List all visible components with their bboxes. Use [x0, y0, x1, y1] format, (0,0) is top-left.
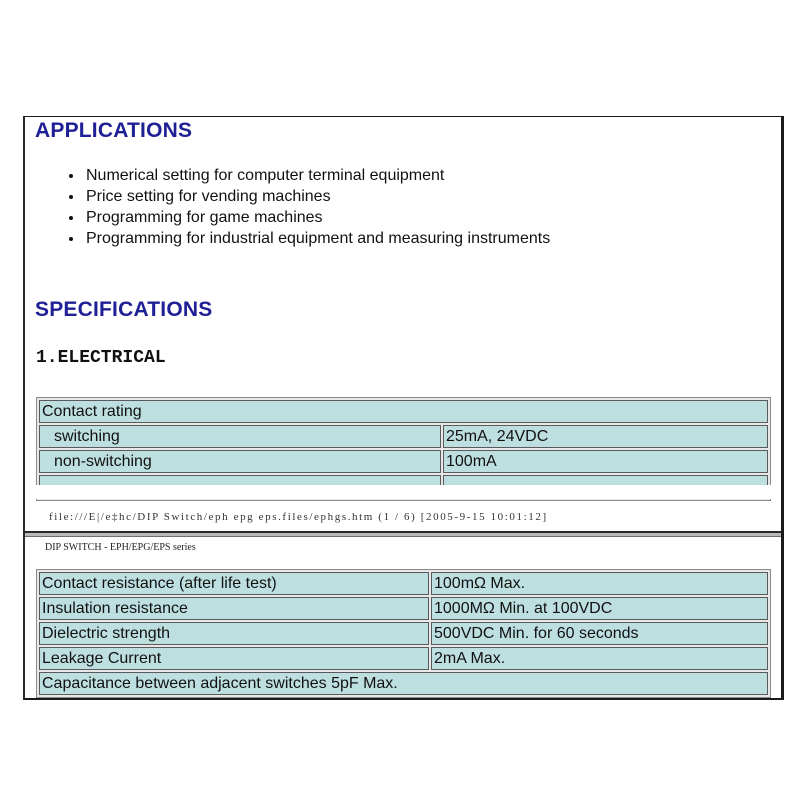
table-row — [39, 425, 768, 448]
table-cell: 1000MΩ Min. at 100VDC — [431, 597, 768, 620]
page-2 — [25, 537, 781, 700]
table-cell: Insulation resistance — [39, 597, 429, 620]
applications-list — [25, 165, 550, 249]
document-frame — [23, 116, 784, 700]
table-cell: Leakage Current — [39, 647, 429, 670]
table-row — [39, 672, 768, 695]
table-cell: 25mA, 24VDC — [443, 425, 768, 448]
table-row — [39, 400, 768, 423]
table-cell: Capacitance between adjacent switches 5pF Max. — [39, 672, 768, 695]
table-cell: Contact resistance (after life test) — [39, 572, 429, 595]
list-item: • Programming for industrial equipment and measuring instruments — [84, 228, 550, 249]
electrical-subheading: 1.ELECTRICAL — [36, 348, 166, 368]
table-cell: 2mA Max. — [431, 647, 768, 670]
page-1 — [25, 117, 781, 533]
table-cell: 100mΩ Max. — [431, 572, 768, 595]
page-footer: file:///E|/e‡hc/DIP Switch/eph epg eps.files/ephgs.htm (1 / 6) [2005-9-15 10:01:12] — [49, 511, 548, 523]
list-item: • Numerical setting for computer terminal equipment — [84, 165, 550, 186]
table-cell: Contact rating — [39, 400, 768, 423]
table-cell: 500VDC Min. for 60 seconds — [431, 622, 768, 645]
applications-heading: APPLICATIONS — [35, 119, 193, 142]
specifications-heading: SPECIFICATIONS — [35, 298, 213, 321]
table-row — [39, 450, 768, 473]
table-cell: switching — [39, 425, 441, 448]
electrical-specs-table — [36, 569, 771, 698]
table-row — [39, 572, 768, 595]
table-cell: Dielectric strength — [39, 622, 429, 645]
table-cell: 100mA — [443, 450, 768, 473]
list-item: • Programming for game machines — [84, 207, 550, 228]
list-item: • Price setting for vending machines — [84, 186, 550, 207]
page-header: DIP SWITCH - EPH/EPG/EPS series — [45, 542, 196, 553]
table-row — [39, 622, 768, 645]
page-break-space — [25, 485, 781, 499]
table-row — [39, 597, 768, 620]
table-cell: non-switching — [39, 450, 441, 473]
table-row — [39, 647, 768, 670]
